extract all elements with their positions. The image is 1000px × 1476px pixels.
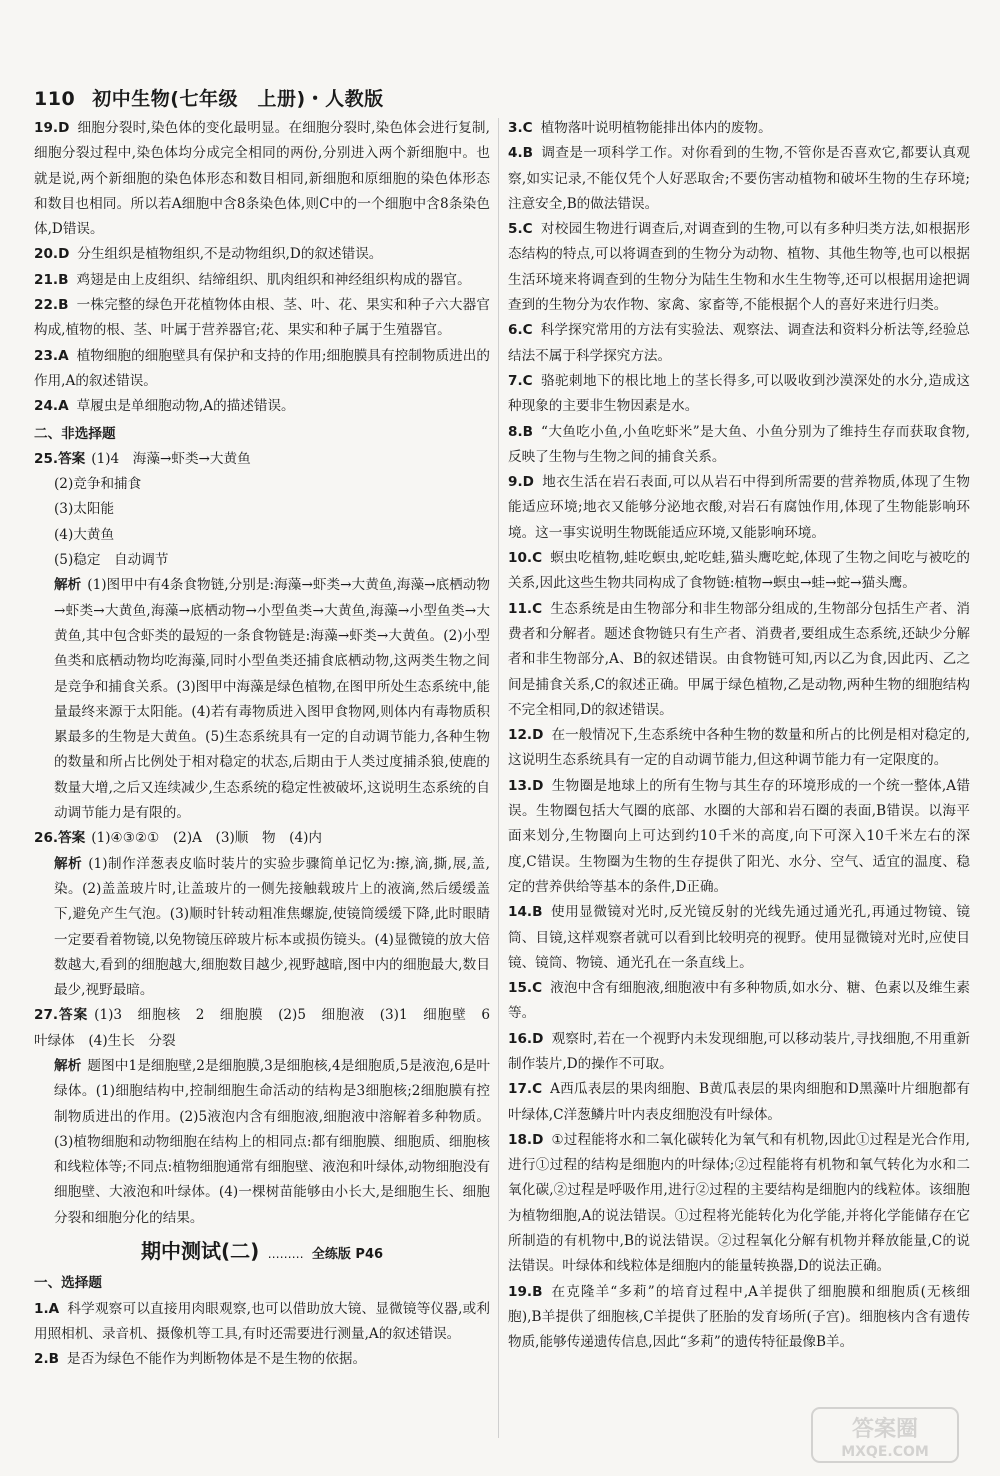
item-number: 26.答案: [34, 830, 86, 847]
item-text: A西瓜表层的果肉细胞、B黄瓜表层的果肉细胞和D黑藻叶片细胞都有叶绿体,C洋葱鳞片叶内表皮细胞没有叶绿体。: [508, 1081, 970, 1123]
answer-line: (1)3 细胞核 2 细胞膜 (2)5 细胞液 (3)1 细胞壁 6 叶绿体 (4)生长 分裂: [34, 1007, 504, 1049]
explanation-text: 题图中1是细胞壁,2是细胞膜,3是细胞核,4是细胞质,5是液泡,6是叶绿体。(1)细胞结构中,控制细胞生命活动的结构是3细胞核;2细胞膜有控制物质进出的作用。(2)5液泡内含有细胞液,细胞液中溶解着多种物质。(3)植物细胞和动物细胞在结构上的相同点:都有细胞膜、细胞质、细胞核和线粒体等;不同点:植物细胞通常有细胞壁、液泡和叶绿体,动物细胞没有细胞壁、大液泡和叶绿体。(4)一棵树苗能够由小长大,是细胞生长、细胞分裂和细胞分化的结果。: [54, 1057, 491, 1226]
item-number: 22.B: [34, 297, 69, 314]
item-text: 植物细胞的细胞壁具有保护和支持的作用;细胞膜具有控制物质进出的作用,A的叙述错误。: [34, 347, 490, 389]
item-text: 螟虫吃植物,蛙吃螟虫,蛇吃蛙,猫头鹰吃蛇,体现了生物之间吃与被吃的关系,因此这些生物共同构成了食物链:植物→螟虫→蛙→蛇→猫头鹰。: [508, 550, 970, 592]
right-column: [508, 116, 970, 1356]
answer-item: [34, 1003, 504, 1054]
answer-item: [508, 116, 970, 141]
left-column: [34, 116, 504, 1373]
item-text: 细胞分裂时,染色体的变化最明显。在细胞分裂时,染色体会进行复制,细胞分裂过程中,染色体均分成完全相同的两份,分别进入两个新细胞中。也就是说,两个新细胞的染色体形态和数目相同,新细胞和原细胞的染色体形态和数目也相同。所以若A细胞中含8条染色体,则C中的一个细胞中含8条染色体,D错误。: [34, 120, 490, 238]
item-number: 25.答案: [34, 450, 86, 467]
item-text: 科学探究常用的方法有实验法、观察法、调查法和资料分析法等,经验总结法不属于科学探究方法。: [508, 322, 970, 364]
answer-item: [34, 242, 490, 267]
answer-item: [34, 447, 490, 472]
section-heading: 二、非选择题: [34, 425, 116, 442]
answer-line: (1)④③②① (2)A (3)顺 物 (4)内: [91, 830, 323, 847]
item-text: 在一般情况下,生态系统中各种生物的数量和所占的比例是相对稳定的,这说明生态系统具有一定的自动调节能力,但这种调节能力有一定限度的。: [508, 727, 970, 769]
answer-item: [508, 723, 970, 774]
item-number: 12.D: [508, 727, 544, 744]
item-number: 7.C: [508, 372, 533, 389]
midterm-dots: ………: [267, 1247, 304, 1262]
explanation: [34, 852, 490, 1004]
item-number: 23.A: [34, 347, 69, 364]
answer-item: [34, 394, 490, 419]
item-text: 使用显微镜对光时,反光镜反射的光线先通过通光孔,再通过物镜、镜筒、目镜,这样观察者就可以看到比较明亮的视野。使用显微镜对光时,应使目镜、镜筒、物镜、通光孔在一条直线上。: [508, 904, 970, 971]
item-text: 生态系统是由生物部分和非生物部分组成的,生物部分包括生产者、消费者和分解者。题述食物链只有生产者、消费者,要组成生态系统,还缺少分解者和非生物部分,A、B的叙述错误。由食物链可知,丙以乙为食,因此丙、乙之间是捕食关系,C的叙述正确。甲属于绿色植物,乙是动物,两种生物的细胞结构不完全相同,D的叙述错误。: [508, 600, 970, 718]
answer-item: [34, 826, 490, 851]
page-number: 110: [34, 88, 76, 110]
answer-item: [34, 268, 490, 293]
answer-item: [34, 344, 490, 395]
item-number: 5.C: [508, 221, 533, 238]
answer-item: [508, 318, 970, 369]
answer-item: [34, 293, 490, 344]
answer-item: [508, 420, 970, 471]
explanation-label: 解析: [54, 855, 83, 872]
answer-item: [508, 141, 970, 217]
explanation: [34, 1054, 490, 1231]
item-number: 11.C: [508, 600, 543, 617]
column-divider: [498, 118, 499, 1438]
section-heading: 一、选择题: [34, 1275, 102, 1292]
item-text: 在克隆羊“多莉”的培育过程中,A羊提供了细胞膜和细胞质(无核细胞),B羊提供了细胞核,C羊提供了胚胎的发育场所(子宫)。细胞核内含有遗传物质,能够传递遗传信息,因此“多莉”的遗传特征最像B羊。: [508, 1283, 970, 1351]
explanation-label: 解析: [54, 1057, 82, 1074]
item-text: 液泡中含有细胞液,细胞液中有多种物质,如水分、糖、色素以及维生素等。: [508, 980, 970, 1022]
item-text: 调查是一项科学工作。对你看到的生物,不管你是否喜欢它,都要认真观察,如实记录,不能仅凭个人好恶取舍;不要伤害动植物和破坏生物的生存环境;注意安全,B的做法错误。: [508, 145, 970, 212]
item-text: 分生组织是植物组织,不是动物组织,D的叙述错误。: [77, 246, 383, 263]
answer-item: [508, 1128, 970, 1280]
explanation-label: 解析: [54, 577, 82, 594]
item-number: 2.B: [34, 1351, 59, 1368]
answer-item: [508, 1077, 970, 1128]
item-text: 植物落叶说明植物能排出体内的废物。: [540, 120, 772, 136]
item-number: 10.C: [508, 550, 543, 567]
item-number: 8.B: [508, 423, 533, 440]
answer-item: [508, 1280, 970, 1356]
item-number: 15.C: [508, 980, 543, 997]
item-number: 13.D: [508, 777, 544, 794]
item-text: 是否为绿色不能作为判断物体是不是生物的依据。: [66, 1351, 367, 1368]
answer-line: (3)太阳能: [54, 501, 115, 518]
answer-item: [508, 546, 970, 597]
item-number: 24.A: [34, 398, 69, 415]
item-number: 6.C: [508, 322, 533, 339]
answer-line: (4)大黄鱼: [54, 526, 115, 543]
answer-item: [508, 369, 970, 420]
answer-item: [508, 470, 970, 546]
explanation: [34, 573, 490, 826]
answer-item: [508, 1027, 970, 1078]
item-text: 观察时,若在一个视野内未发现细胞,可以移动装片,寻找细胞,不用重新制作装片,D的操作不可取。: [508, 1030, 970, 1072]
item-number: 18.D: [508, 1131, 544, 1148]
item-text: 骆驼刺地下的根比地上的茎长得多,可以吸收到沙漠深处的水分,造成这种现象的主要非生物因素是水。: [508, 372, 970, 415]
item-text: 地衣生活在岩石表面,可以从岩石中得到所需要的营养物质,体现了生物能适应环境;地衣又能够分泌地衣酸,对岩石有腐蚀作用,体现了生物能影响环境。这一事实说明生物既能适应环境,又能影响环境。: [508, 474, 970, 541]
answer-line: (1)4 海藻→虾类→大黄鱼: [91, 450, 251, 467]
midterm-title: 期中测试(二): [140, 1239, 260, 1264]
item-number: 27.答案: [34, 1007, 89, 1024]
item-text: 鸡翅是由上皮组织、结缔组织、肌肉组织和神经组织构成的器官。: [76, 271, 471, 288]
answer-item: [508, 976, 970, 1027]
item-text: 科学观察可以直接用肉眼观察,也可以借助放大镜、显微镜等仪器,或利用照相机、录音机、摄像机等工具,有时还需要进行测量,A的叙述错误。: [34, 1300, 490, 1342]
book-title: 初中生物(七年级 上册)・人教版: [92, 88, 384, 110]
explanation-text: (1)制作洋葱表皮临时装片的实验步骤简单记忆为:擦,滴,撕,展,盖,染。(2)盖盖玻片时,让盖玻片的一侧先接触载玻片上的液滴,然后缓缓盖下,避免产生气泡。(3)顺时针转动粗准焦螺旋,使镜筒缓缓下降,此时眼睛一定要看着物镜,以免物镜压碎玻片标本或损伤镜头。(4)显微镜的放大倍数越大,看到的细胞越大,细胞数目越少,视野越暗,图中内的细胞最大,数目最少,视野最暗。: [54, 855, 490, 999]
item-text: 对校园生物进行调查后,对调查到的生物,可以有多种归类方法,如根据形态结构的特点,可以将调查到的生物分为动物、植物、其他生物等,也可以根据生活环境来将调查到的生物分为陆生生物和水生生物等,还可以根据用途把调查到的生物分为农作物、家禽、家畜等,不能根据个人的喜好来进行归类。: [508, 221, 970, 314]
item-number: 20.D: [34, 246, 70, 263]
watermark-line2: MXQE.COM: [841, 1444, 929, 1460]
item-number: 3.C: [508, 120, 533, 136]
answer-item: [34, 1347, 490, 1372]
item-text: 生物圈是地球上的所有生物与其生存的环境形成的一个统一整体,A错误。生物圈包括大气圈的底部、水圈的大部和岩石圈的表面,B错误。以海平面来划分,生物圈向上可达到约10千米的高度,向下可深入10千米左右的深度,C错误。生物圈为生物的生存提供了阳光、水分、空气、适宜的温度、稳定的营养供给等基本的条件,D正确。: [508, 777, 970, 895]
item-number: 19.D: [34, 120, 70, 136]
watermark-line1: 答案圈: [851, 1417, 919, 1442]
item-text: ①过程能将水和二氧化碳转化为氧气和有机物,因此①过程是光合作用,进行①过程的结构是细胞内的叶绿体;②过程能将有机物和氧气转化为水和二氧化碳,②过程是呼吸作用,进行②过程的主要结构是细胞内的线粒体。该细胞为植物细胞,A的说法错误。①过程将光能转化为化学能,并将化学能储存在它所制造的有机物中,B的说法错误。②过程氧化分解有机物并释放能量,C的说法错误。叶绿体和线粒体是细胞内的能量转换器,D的说法正确。: [508, 1131, 970, 1275]
item-number: 16.D: [508, 1030, 544, 1047]
page-header: [34, 84, 384, 111]
watermark-logo: [810, 1406, 960, 1464]
item-number: 21.B: [34, 271, 69, 288]
answer-item: [34, 1297, 490, 1348]
answer-item: [508, 900, 970, 976]
answer-line: (5)稳定 自动调节: [54, 552, 169, 569]
item-number: 14.B: [508, 904, 543, 921]
item-number: 19.B: [508, 1283, 543, 1300]
item-number: 4.B: [508, 145, 533, 162]
item-text: 一株完整的绿色开花植物体由根、茎、叶、花、果实和种子六大器官构成,植物的根、茎、叶属于营养器官;花、果实和种子属于生殖器官。: [34, 297, 490, 339]
answer-item: [34, 116, 490, 242]
midterm-heading: [34, 1239, 490, 1267]
answer-item: [508, 217, 970, 318]
item-text: 草履虫是单细胞动物,A的描述错误。: [76, 398, 295, 415]
answer-line: (2)竞争和捕食: [54, 476, 142, 493]
explanation-text: (1)图甲中有4条食物链,分别是:海藻→虾类→大黄鱼,海藻→底栖动物→虾类→大黄鱼,海藻→底栖动物→小型鱼类→大黄鱼,海藻→小型鱼类→大黄鱼,其中包含虾类的最短的一条食物链是:海藻→虾类→大黄鱼。(2)小型鱼类和底栖动物均吃海藻,同时小型鱼类还捕食底栖动物,这两类生物之间是竞争和捕食关系。(3)图甲中海藻是绿色植物,在图甲所处生态系统中,能量最终来源于太阳能。(4)若有毒物质进入图甲食物网,则体内有毒物质积累最多的生物是大黄鱼。(5)生态系统具有一定的自动调节能力,各种生物的数量和所占比例处于相对稳定的状态,后期由于人类过度捕杀狼,使鹿的数量大增,之后又连续减少,生态系统的稳定性被破坏,这说明生态系统的自动调节能力是有限的。: [54, 577, 490, 822]
item-number: 1.A: [34, 1300, 60, 1317]
item-number: 9.D: [508, 474, 534, 491]
answer-item: [508, 774, 970, 900]
midterm-reference: 全练版 P46: [311, 1247, 384, 1263]
item-number: 17.C: [508, 1081, 543, 1098]
item-text: “大鱼吃小鱼,小鱼吃虾米”是大鱼、小鱼分别为了维持生存而获取食物,反映了生物与生物之间的捕食关系。: [508, 423, 970, 465]
answer-item: [508, 597, 970, 723]
